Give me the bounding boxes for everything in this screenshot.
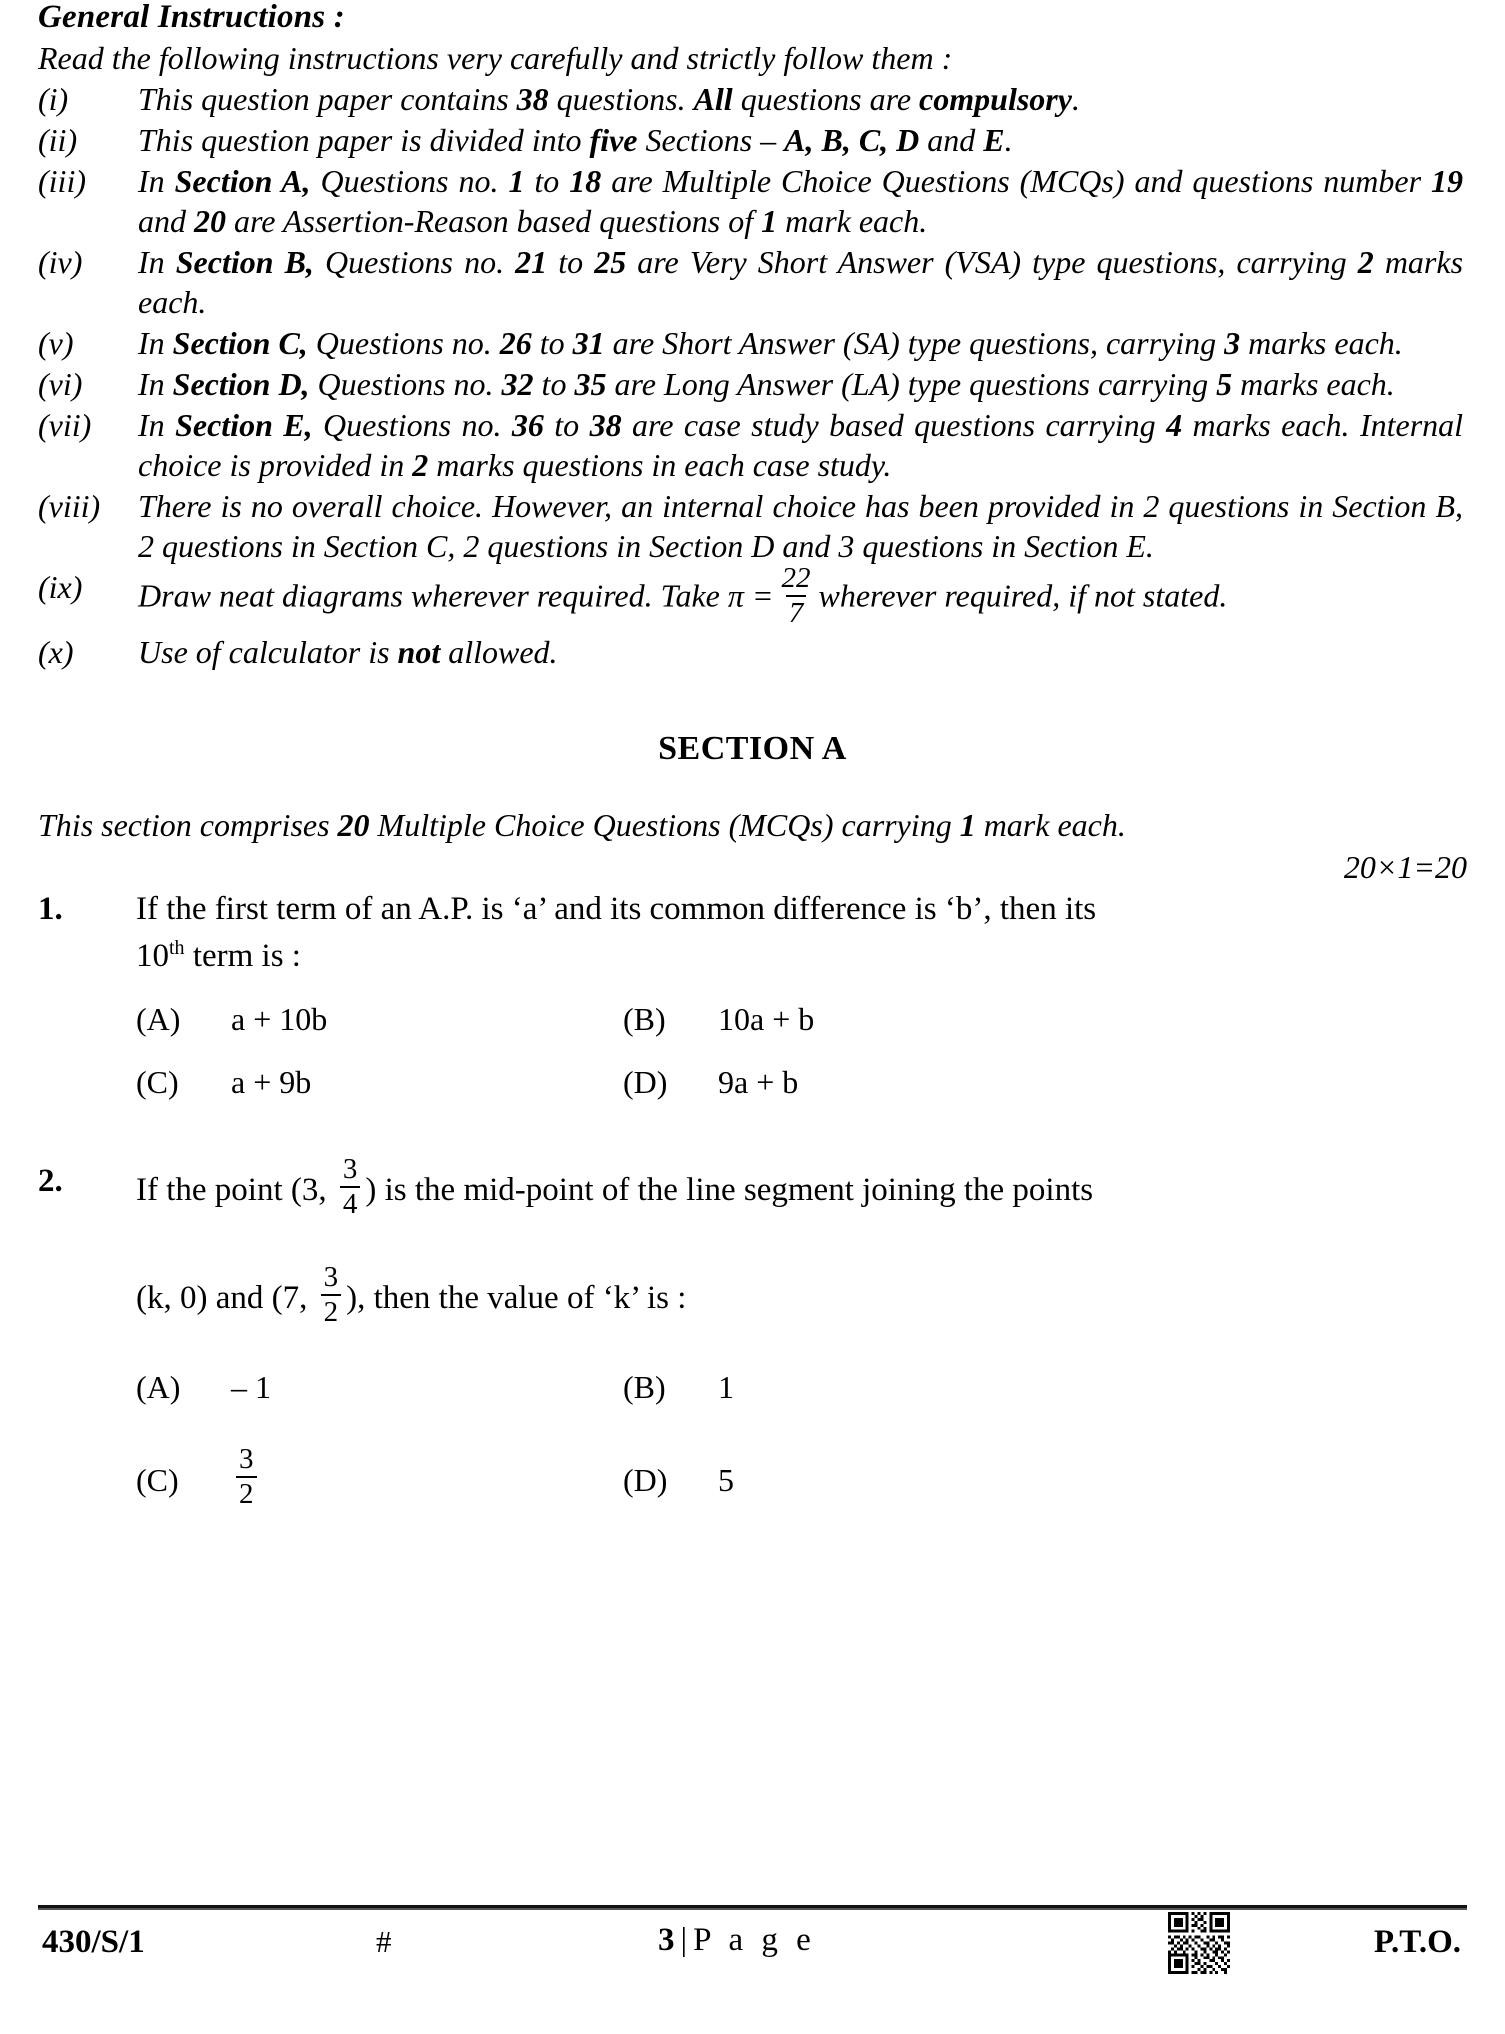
- option-row: [136, 1364, 1467, 1411]
- question-2-number: 2.: [38, 1163, 63, 1199]
- instruction-item-ii: [38, 120, 1467, 160]
- option-b-tag: (B): [623, 1369, 666, 1405]
- ordinal-suffix: th: [169, 937, 185, 959]
- instruction-text: In Section A, Questions no. 1 to 18 are Multiple Choice Questions (MCQs) and questions number 19 and 20 are Assertion-Reason based questions of 1 mark each.: [138, 163, 1464, 239]
- option-d-tag: (D): [623, 1461, 668, 1498]
- option-b[interactable]: [623, 996, 814, 1043]
- option-b-value: 10a + b: [718, 1001, 815, 1037]
- option-row: [136, 996, 1467, 1043]
- page-number: 3: [658, 1922, 675, 1958]
- instruction-item-i: [38, 79, 1467, 119]
- instruction-item-v: [38, 323, 1467, 363]
- stem-post-2: ), then the value of ‘k’ is :: [346, 1279, 687, 1316]
- question-1: [38, 886, 1467, 1106]
- option-d[interactable]: [623, 1059, 798, 1106]
- qr-code-icon: [1168, 1912, 1230, 1974]
- question-2-stem-line-1: [136, 1153, 1467, 1222]
- instruction-text: This question paper contains 38 questions. All questions are compulsory.: [138, 81, 1080, 117]
- option-a[interactable]: [136, 996, 623, 1043]
- option-c-value: a + 9b: [231, 1064, 312, 1100]
- section-a-intro: [38, 804, 1467, 885]
- midpoint-fraction-denominator: 4: [340, 1186, 361, 1219]
- instruction-item-x: [38, 632, 1467, 672]
- pi-fraction: [779, 564, 814, 628]
- instruction-text: Use of calculator is not allowed.: [138, 634, 558, 670]
- instruction-label: (ix): [38, 569, 83, 605]
- read-instructions-line: Read the following instructions very carefully and strictly follow them :: [38, 40, 953, 76]
- pi-fraction-numerator: 22: [781, 562, 811, 594]
- stem-pre-2: (k, 0) and (7,: [136, 1279, 316, 1316]
- midpoint-fraction-numerator: 3: [342, 1153, 358, 1185]
- paper-code: 430/S/1: [42, 1924, 145, 1960]
- pto-label: P.T.O.: [1373, 1924, 1461, 1960]
- instruction-text-before: Draw neat diagrams wherever required. Take π =: [138, 577, 774, 614]
- stem-post: ) is the mid-point of the line segment joining the points: [365, 1171, 1094, 1208]
- option-c-fraction-denominator: 2: [236, 1476, 257, 1509]
- option-c[interactable]: [136, 1443, 623, 1512]
- option-c[interactable]: [136, 1059, 623, 1106]
- option-a-tag: (A): [136, 1369, 181, 1405]
- instruction-text: In Section B, Questions no. 21 to 25 are Very Short Answer (VSA) type questions, carrying 2 marks each.: [138, 244, 1464, 320]
- section-a-marks: 20×1=20: [1343, 849, 1467, 885]
- instruction-item-iii: [38, 161, 1467, 241]
- instruction-text: In Section C, Questions no. 26 to 31 are Short Answer (SA) type questions, carrying 3 marks each.: [138, 325, 1403, 361]
- option-b[interactable]: [623, 1364, 734, 1411]
- instruction-text: This question paper is divided into five Sections – A, B, C, D and E.: [138, 122, 1013, 158]
- option-d-value: 9a + b: [718, 1064, 799, 1100]
- instruction-label: (vii): [38, 407, 92, 443]
- instruction-label: (vi): [38, 366, 83, 402]
- page-word: P a g e: [693, 1922, 816, 1958]
- option-c-tag: (C): [136, 1064, 179, 1100]
- option-a[interactable]: [136, 1364, 623, 1411]
- footer-divider: [38, 1905, 1467, 1910]
- option-c-value: [231, 1443, 623, 1512]
- option-c-fraction-numerator: 3: [239, 1443, 254, 1475]
- option-d-tag: (D): [623, 1064, 668, 1100]
- instruction-text: In Section E, Questions no. 36 to 38 are case study based questions carrying 4 marks each. Internal choice is provided in 2 marks questions in each case study.: [138, 407, 1464, 483]
- endpoint-fraction: [321, 1263, 342, 1327]
- stem-pre: If the point (3,: [136, 1171, 335, 1208]
- question-1-stem-line-2: [136, 933, 1467, 980]
- instruction-item-vii: [38, 405, 1467, 485]
- endpoint-fraction-numerator: 3: [323, 1261, 339, 1293]
- pi-fraction-denominator: 7: [786, 595, 807, 628]
- option-a-value: a + 10b: [231, 1001, 328, 1037]
- option-row: [136, 1435, 1467, 1525]
- question-2-options: [136, 1364, 1467, 1525]
- option-d[interactable]: [623, 1457, 734, 1504]
- question-2-stem-line-2: [136, 1261, 1467, 1330]
- option-b-value: 1: [718, 1369, 734, 1405]
- instruction-label: (viii): [38, 488, 101, 524]
- option-a-tag: (A): [136, 1001, 181, 1037]
- question-1-number: 1.: [38, 891, 63, 927]
- instruction-label: (iv): [38, 244, 83, 280]
- endpoint-fraction-denominator: 2: [321, 1294, 342, 1327]
- instruction-text: [138, 562, 1467, 631]
- instruction-label: (x): [38, 634, 74, 670]
- page-separator: |: [680, 1922, 688, 1958]
- section-a-heading: SECTION A: [658, 730, 847, 767]
- section-a-intro-text: This section comprises 20 Multiple Choice Questions (MCQs) carrying 1 mark each.: [38, 807, 1126, 843]
- instruction-label: (v): [38, 325, 74, 361]
- instruction-item-vi: [38, 364, 1467, 404]
- option-d-value: 5: [718, 1461, 734, 1498]
- option-c-fraction: [236, 1445, 257, 1509]
- question-1-body: [136, 886, 1467, 1106]
- instruction-item-viii: [38, 486, 1467, 566]
- option-row: [136, 1059, 1467, 1106]
- midpoint-fraction: [340, 1155, 361, 1219]
- question-2: [38, 1153, 1467, 1525]
- stem-tail: term is :: [184, 938, 301, 974]
- instruction-label: (ii): [38, 122, 78, 158]
- question-1-options: [136, 996, 1467, 1106]
- instruction-item-ix: [38, 562, 1467, 631]
- general-instructions-heading: General Instructions :: [38, 0, 345, 35]
- question-1-stem-line-1: If the first term of an A.P. is ‘a’ and its common difference is ‘b’, then its: [136, 891, 1097, 927]
- option-a-value: – 1: [231, 1369, 271, 1405]
- question-2-body: [136, 1153, 1467, 1525]
- option-b-tag: (B): [623, 1001, 666, 1037]
- instruction-text: There is no overall choice. However, an internal choice has been provided in 2 questions in Section B, 2 questions in Section C, 2 questions in Section D and 3 questions in Section E.: [138, 488, 1463, 564]
- page-number-label: [658, 1922, 816, 1959]
- ordinal-base: 10: [136, 938, 169, 974]
- instruction-item-iv: [38, 242, 1467, 322]
- page-footer: [38, 1918, 1467, 1978]
- instruction-label: (iii): [38, 163, 86, 199]
- option-c-tag: (C): [136, 1461, 179, 1498]
- instruction-label: (i): [38, 81, 69, 117]
- instruction-text-after: wherever required, if not stated.: [818, 577, 1228, 614]
- hash-mark: #: [376, 1924, 392, 1959]
- instruction-text: In Section D, Questions no. 32 to 35 are Long Answer (LA) type questions carrying 5 marks each.: [138, 366, 1395, 402]
